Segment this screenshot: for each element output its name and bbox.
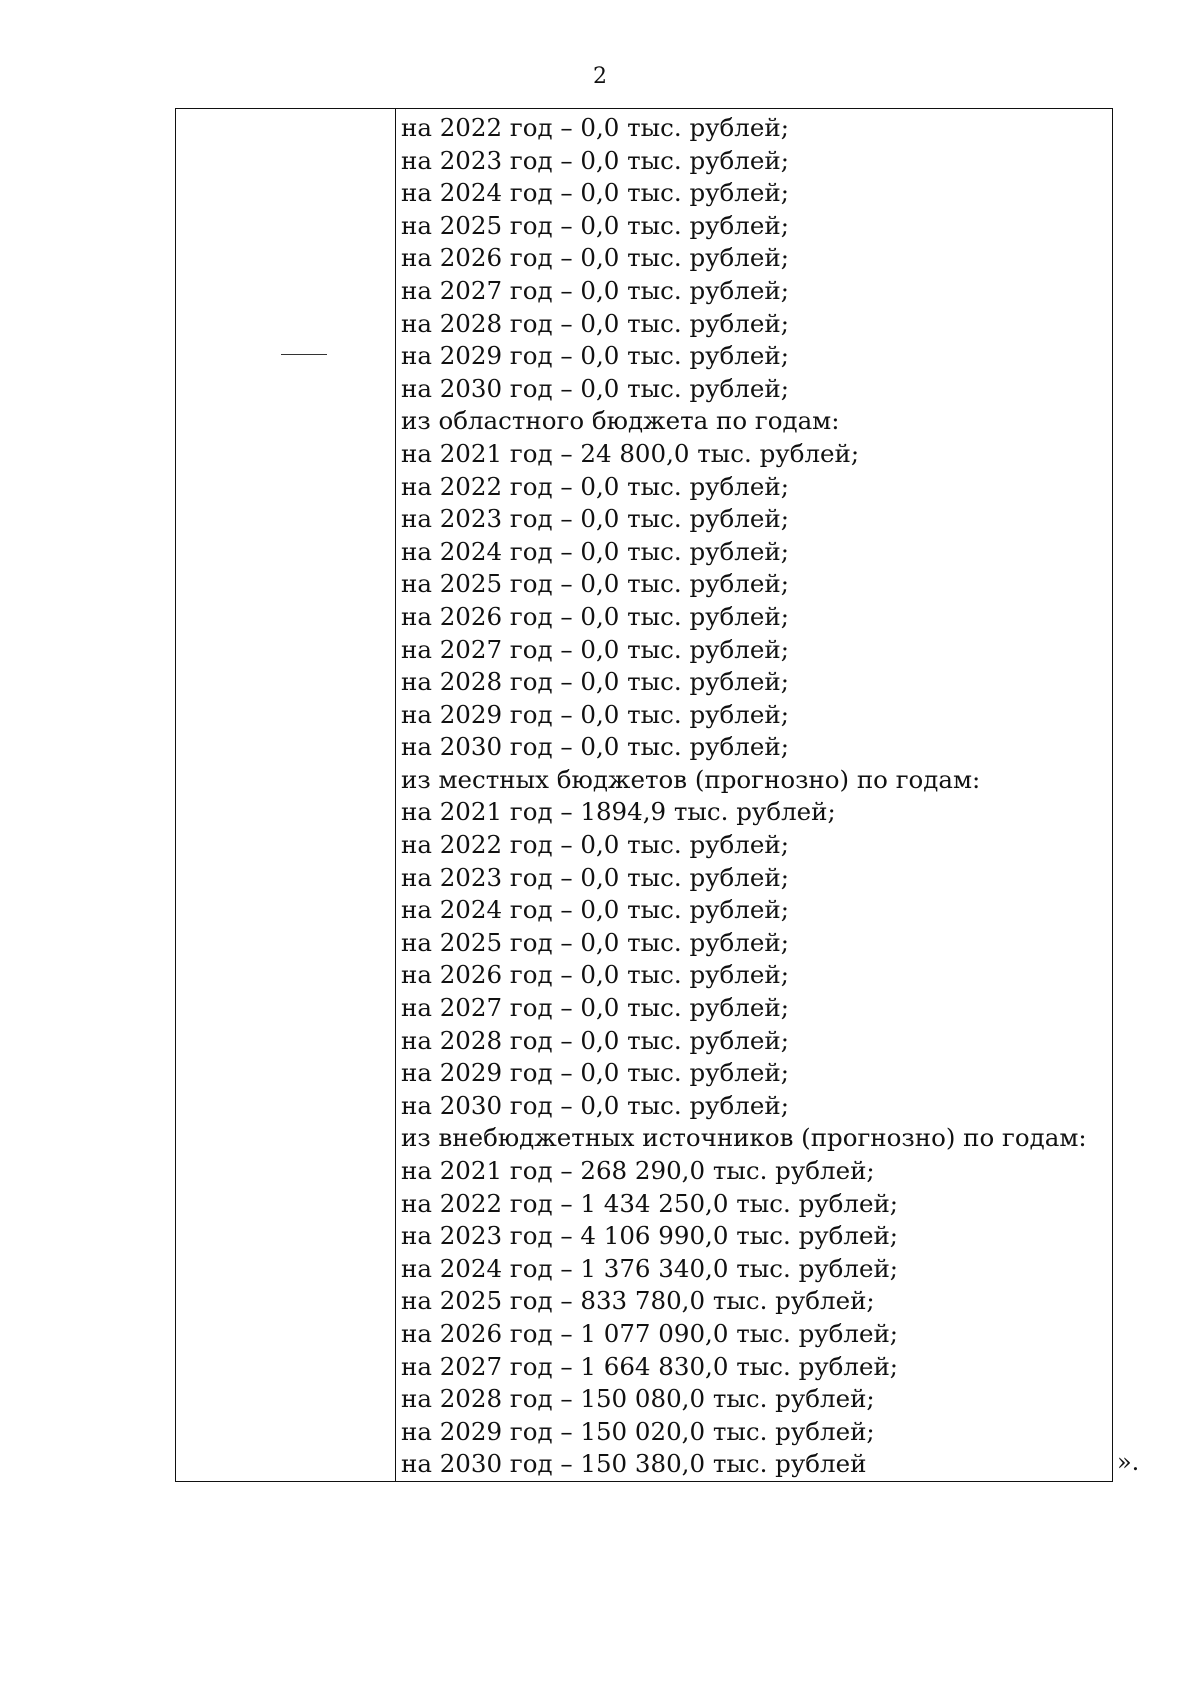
funding-line: из местных бюджетов (прогнозно) по годам: <box>401 764 981 794</box>
funding-line: на 2022 год – 0,0 тыс. рублей; <box>401 830 789 860</box>
funding-line: на 2026 год – 0,0 тыс. рублей; <box>401 243 789 273</box>
funding-line: на 2027 год – 0,0 тыс. рублей; <box>401 275 789 305</box>
funding-line: на 2028 год – 150 080,0 тыс. рублей; <box>401 1384 875 1414</box>
funding-line: на 2021 год – 268 290,0 тыс. рублей; <box>401 1156 875 1185</box>
table-right-cell <box>397 112 1112 1481</box>
funding-line: на 2022 год – 0,0 тыс. рублей; <box>401 113 789 142</box>
funding-line: на 2030 год – 0,0 тыс. рублей; <box>401 373 789 403</box>
funding-line: на 2029 год – 0,0 тыс. рублей; <box>401 1058 789 1088</box>
funding-line: на 2025 год – 0,0 тыс. рублей; <box>401 210 789 240</box>
funding-line: на 2027 год – 0,0 тыс. рублей; <box>401 993 789 1023</box>
funding-line: на 2023 год – 4 106 990,0 тыс. рублей; <box>401 1221 899 1251</box>
table-left-cell <box>176 109 396 1481</box>
funding-line: на 2029 год – 0,0 тыс. рублей; <box>401 341 789 371</box>
funding-line: на 2025 год – 833 780,0 тыс. рублей; <box>401 1286 875 1316</box>
funding-line: на 2028 год – 0,0 тыс. рублей; <box>401 308 789 338</box>
page-number: 2 <box>593 64 607 89</box>
closing-quote: ». <box>1117 1448 1140 1476</box>
funding-line: на 2027 год – 0,0 тыс. рублей; <box>401 634 789 664</box>
funding-line: на 2024 год – 0,0 тыс. рублей; <box>401 895 789 925</box>
funding-line: на 2030 год – 0,0 тыс. рублей; <box>401 732 789 762</box>
funding-line: на 2026 год – 0,0 тыс. рублей; <box>401 960 789 990</box>
funding-line: на 2023 год – 0,0 тыс. рублей; <box>401 504 789 534</box>
dash-mark <box>281 354 327 355</box>
funding-line: из областного бюджета по годам: <box>401 406 840 436</box>
funding-line: на 2028 год – 0,0 тыс. рублей; <box>401 667 789 697</box>
funding-line: на 2030 год – 0,0 тыс. рублей; <box>401 1090 789 1120</box>
funding-line: на 2029 год – 0,0 тыс. рублей; <box>401 699 789 729</box>
funding-line: на 2021 год – 24 800,0 тыс. рублей; <box>401 438 860 468</box>
funding-line: на 2024 год – 0,0 тыс. рублей; <box>401 178 789 208</box>
funding-line: на 2029 год – 150 020,0 тыс. рублей; <box>401 1416 875 1446</box>
funding-line: на 2023 год – 0,0 тыс. рублей; <box>401 862 789 892</box>
funding-line: на 2022 год – 0,0 тыс. рублей; <box>401 471 789 501</box>
funding-line: на 2028 год – 0,0 тыс. рублей; <box>401 1025 789 1055</box>
funding-line: из внебюджетных источников (прогнозно) по годам: <box>401 1123 1087 1153</box>
funding-line: на 2026 год – 1 077 090,0 тыс. рублей; <box>401 1318 899 1348</box>
funding-line: на 2027 год – 1 664 830,0 тыс. рублей; <box>401 1351 899 1381</box>
funding-table <box>175 108 1113 1482</box>
funding-line: на 2022 год – 1 434 250,0 тыс. рублей; <box>401 1188 899 1218</box>
funding-line: на 2024 год – 1 376 340,0 тыс. рублей; <box>401 1253 899 1283</box>
funding-line: на 2025 год – 0,0 тыс. рублей; <box>401 927 789 957</box>
funding-line: на 2023 год – 0,0 тыс. рублей; <box>401 145 789 175</box>
funding-line: на 2026 год – 0,0 тыс. рублей; <box>401 601 789 631</box>
funding-line: на 2025 год – 0,0 тыс. рублей; <box>401 569 789 599</box>
funding-line: на 2030 год – 150 380,0 тыс. рублей <box>401 1449 867 1479</box>
funding-line: на 2021 год – 1894,9 тыс. рублей; <box>401 797 836 827</box>
funding-line: на 2024 год – 0,0 тыс. рублей; <box>401 536 789 566</box>
